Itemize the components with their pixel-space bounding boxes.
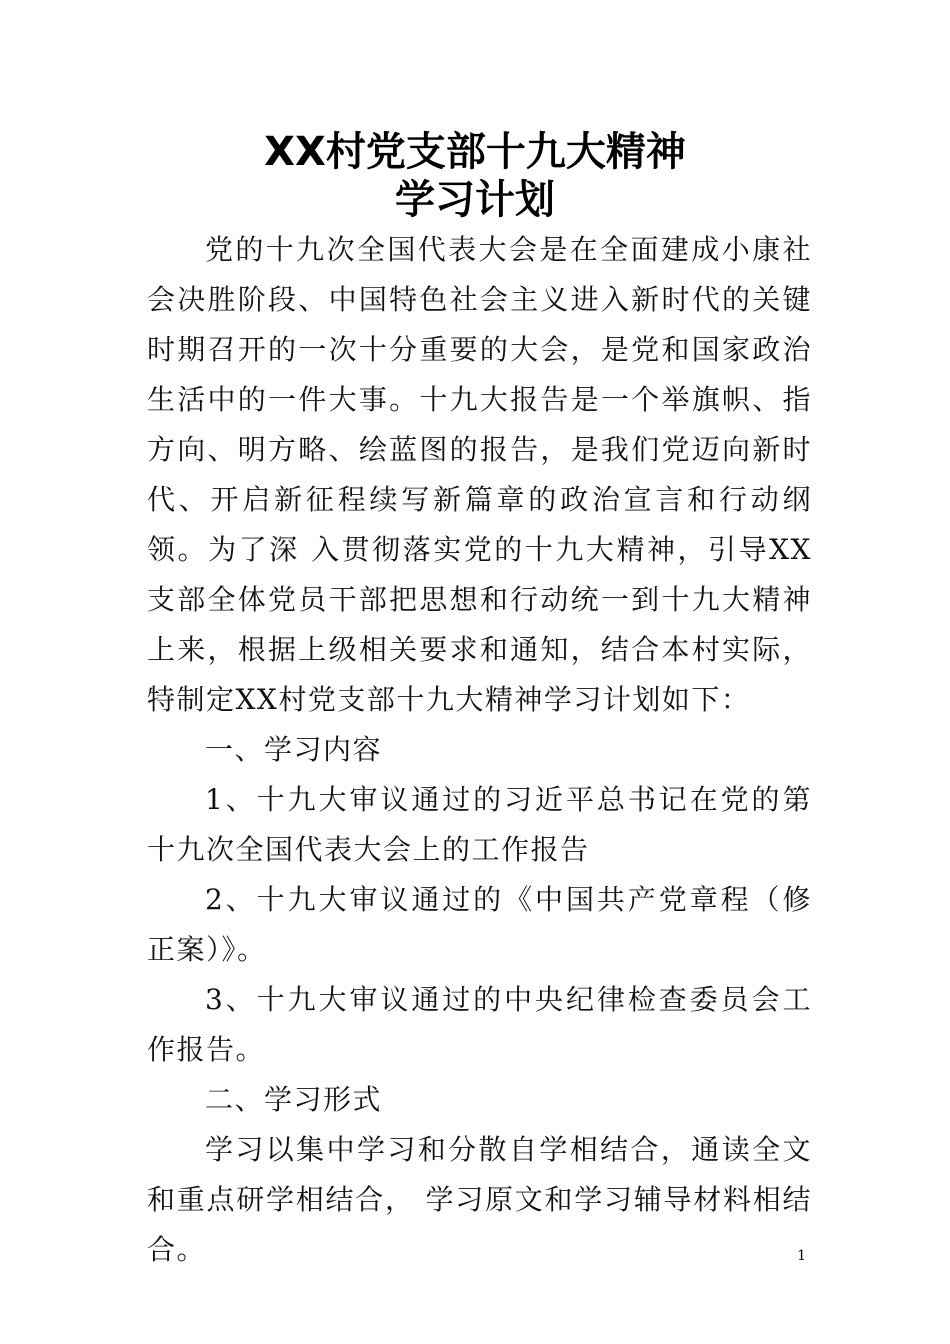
section-heading-content: 一、学习内容 (205, 733, 383, 766)
form-paragraph: 学习以集中学习和分散自学相结合，通读全文和重点研学相结合， 学习原文和学习辅导材料相结合。 (147, 1133, 812, 1266)
list-item-3: 3、十九大审议通过的中央纪律检查委员会工作报告。 (147, 983, 812, 1066)
document-title-line-1: XX村党支部十九大精神 (264, 129, 686, 175)
list-item-1: 1、十九大审议通过的习近平总书记在党的第十九次全国代表大会上的工作报告 (147, 783, 812, 866)
section-heading-form: 二、学习形式 (205, 1083, 383, 1116)
document-title-line-2: 学习计划 (395, 177, 555, 223)
document-body (147, 225, 812, 1275)
list-item-2: 2、十九大审议通过的《中国共产党章程（修正案）》。 (147, 883, 812, 966)
intro-paragraph: 党的十九次全国代表大会是在全面建成小康社会决胜阶段、中国特色社会主义进入新时代的关键时期召开的一次十分重要的大会，是党和国家政治生活中的一件大事。十九大报告是一个举旗帜、指方向、明方略、绘蓝图的报告，是我们党迈向新时代、开启新征程续写新篇章的政治宣言和行动纲领。为了深 入贯彻落实党的十九大精神，引导XX支部全体党员干部把思想和行动统一到十九大精神上来，根据上级相关要求和通知，结合本村实际，特制定XX村党支部十九大精神学习计划如下： (147, 233, 812, 716)
page-number: 1 (797, 1248, 806, 1264)
